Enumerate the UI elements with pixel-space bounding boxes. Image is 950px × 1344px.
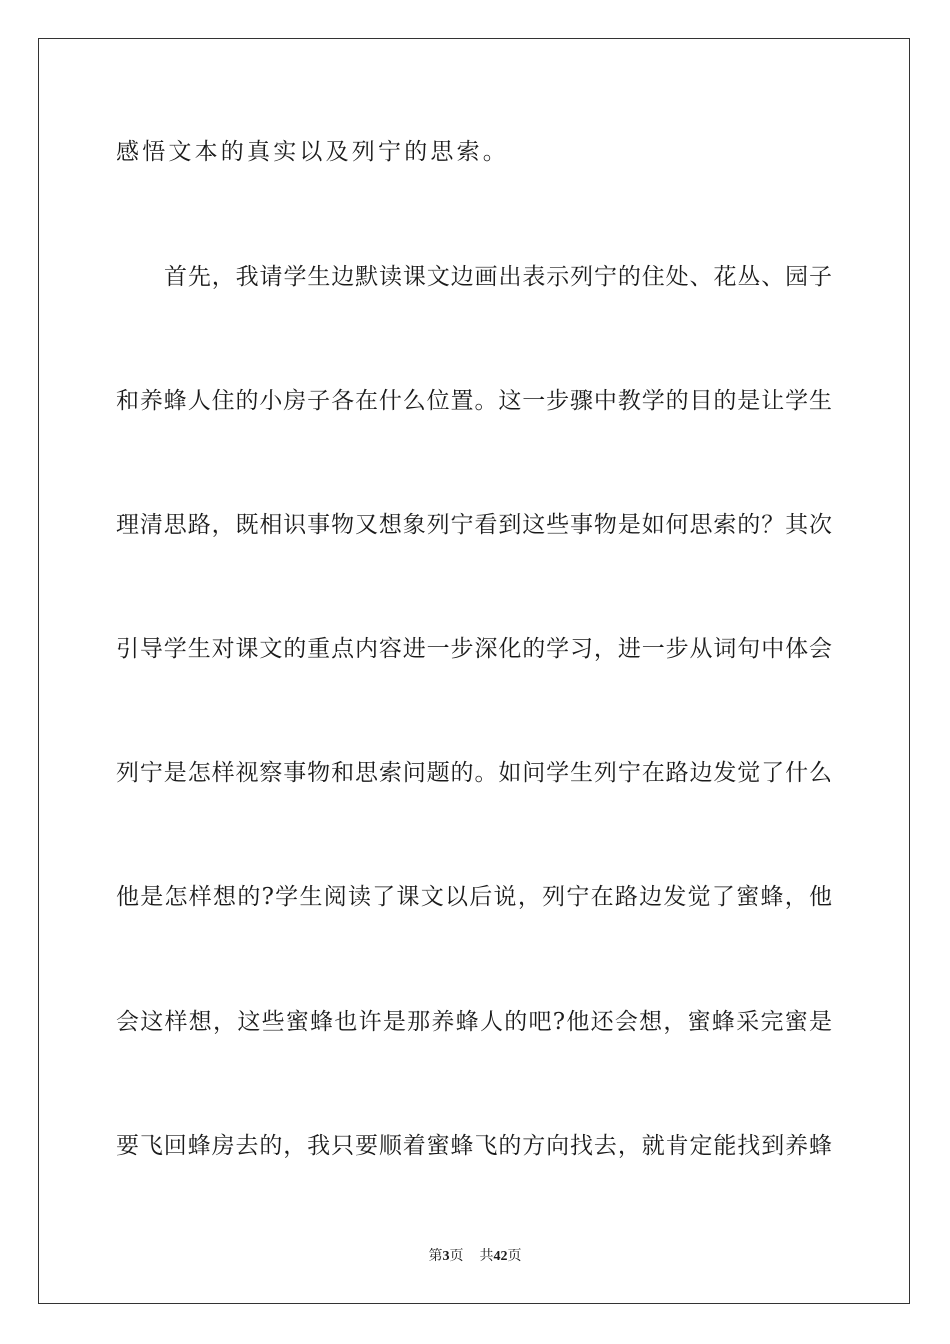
body-text-line: 会这样想，这些蜜蜂也许是那养蜂人的吧?他还会想，蜜蜂采完蜜是 (116, 1009, 832, 1035)
body-text-line: 首先，我请学生边默读课文边画出表示列宁的住处、花丛、园子 (164, 264, 832, 290)
page-border (38, 38, 910, 1304)
page-footer (0, 1247, 950, 1266)
body-text-line: 引导学生对课文的重点内容进一步深化的学习，进一步从词句中体会 (116, 636, 832, 662)
body-text-line: 列宁是怎样视察事物和思索问题的。如问学生列宁在路边发觉了什么 (116, 760, 832, 786)
total-prefix: 共 (479, 1248, 494, 1264)
body-text-line: 要飞回蜂房去的，我只要顺着蜜蜂飞的方向找去，就肯定能找到养蜂 (116, 1133, 832, 1159)
page-prefix: 第 (428, 1248, 443, 1264)
total-suffix: 页 (507, 1248, 522, 1264)
body-text-line: 理清思路，既相识事物又想象列宁看到这些事物是如何思索的？其次 (116, 512, 832, 538)
body-text-line: 感悟文本的真实以及列宁的思索。 (116, 139, 509, 165)
page-number: 3 (442, 1249, 450, 1264)
total-pages: 42 (493, 1249, 508, 1264)
body-text-line: 他是怎样想的?学生阅读了课文以后说，列宁在路边发觉了蜜蜂，他 (116, 884, 832, 910)
page-suffix: 页 (449, 1248, 464, 1264)
body-text-line: 和养蜂人住的小房子各在什么位置。这一步骤中教学的目的是让学生 (116, 388, 832, 414)
